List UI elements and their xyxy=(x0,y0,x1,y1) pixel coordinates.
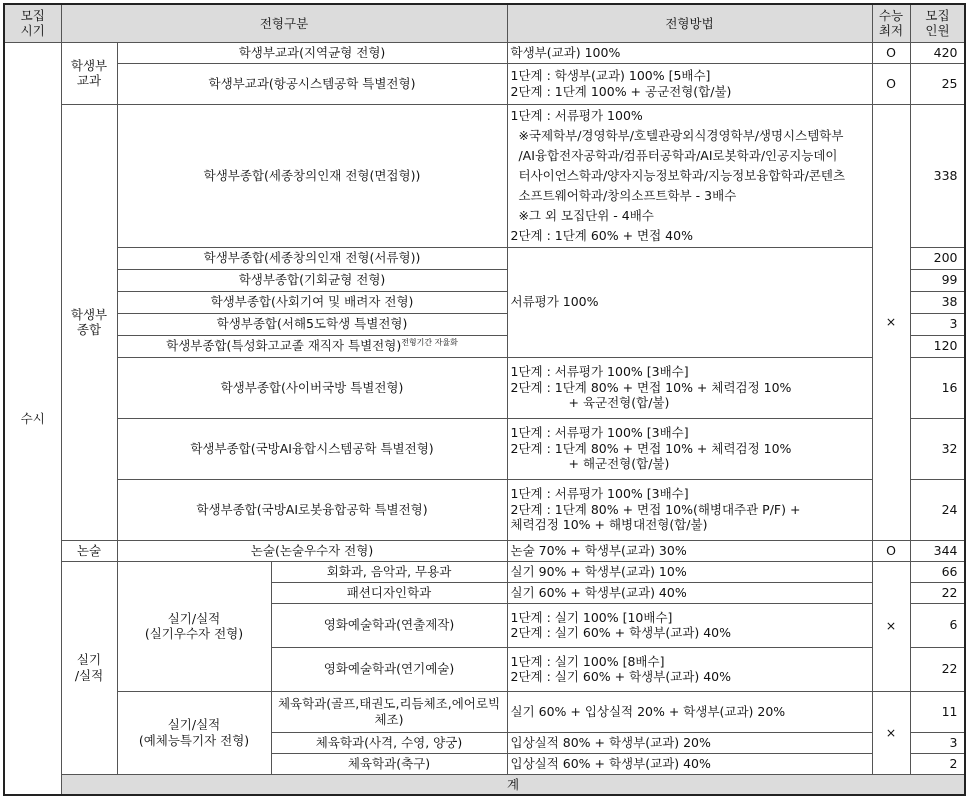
method-cell: 논술 70% + 학생부(교과) 30% xyxy=(507,540,872,561)
quota-cell: 24 xyxy=(910,479,965,540)
type-name: 회화과, 음악과, 무용과 xyxy=(271,561,507,582)
min-score-cell: O xyxy=(872,42,910,63)
min-score-cell: O xyxy=(872,63,910,104)
quota-cell: 32 xyxy=(910,418,965,479)
type-name: 영화예술학과(연출제작) xyxy=(271,603,507,647)
method-cell: 실기 60% + 학생부(교과) 40% xyxy=(507,582,872,603)
period-cell: 수시 xyxy=(4,42,61,795)
type-name: 학생부교과(항공시스템공학 특별전형) xyxy=(117,63,507,104)
table-row xyxy=(4,540,965,561)
group-cell-g4: 실기 /실적 xyxy=(61,561,117,774)
header-quota: 모집 인원 xyxy=(910,4,965,42)
table-row xyxy=(4,418,965,479)
min-score-cell: × xyxy=(872,104,910,540)
type-name: 패션디자인학과 xyxy=(271,582,507,603)
type-name: 학생부교과(지역균형 전형) xyxy=(117,42,507,63)
total-row xyxy=(4,774,965,795)
quota-cell: 6 xyxy=(910,603,965,647)
table-row xyxy=(4,247,965,269)
type-name: 체육학과(골프,태권도,리듬체조,에어로빅체조) xyxy=(271,691,507,732)
subgroup-cell-s2: 실기/실적 (예체능특기자 전형) xyxy=(117,691,271,774)
header-method: 전형방법 xyxy=(507,4,872,42)
quota-cell: 25 xyxy=(910,63,965,104)
admission-table-container xyxy=(3,3,966,796)
method-cell: 서류평가 100% xyxy=(507,247,872,357)
method-cell: 입상실적 60% + 학생부(교과) 40% xyxy=(507,753,872,774)
quota-cell: 2 xyxy=(910,753,965,774)
min-score-cell: × xyxy=(872,561,910,691)
min-score-cell: × xyxy=(872,691,910,774)
method-cell: 1단계 : 서류평가 100% [3배수] 2단계 : 1단계 80% + 면접 10%(해병대주관 P/F) + 체력검정 10% + 해병대전형(합/불) xyxy=(507,479,872,540)
type-name: 논술(논술우수자 전형) xyxy=(117,540,507,561)
quota-cell: 66 xyxy=(910,561,965,582)
min-score-cell: O xyxy=(872,540,910,561)
table-row xyxy=(4,42,965,63)
table-row xyxy=(4,357,965,418)
admission-table xyxy=(3,3,966,796)
type-name: 학생부종합(특성화고교졸 재직자 특별전형)$^{전형기간 자율화}$ xyxy=(117,335,507,357)
type-name: 학생부종합(사이버국방 특별전형) xyxy=(117,357,507,418)
table-row xyxy=(4,63,965,104)
header-row xyxy=(4,4,965,42)
method-cell: 1단계 : 학생부(교과) 100% [5배수] 2단계 : 1단계 100% + 공군전형(합/불) xyxy=(507,63,872,104)
group-cell-g1: 학생부 교과 xyxy=(61,42,117,104)
method-cell: 학생부(교과) 100% xyxy=(507,42,872,63)
table-row xyxy=(4,561,965,582)
type-name: 영화예술학과(연기예술) xyxy=(271,647,507,691)
quota-cell: 120 xyxy=(910,335,965,357)
quota-cell: 3 xyxy=(910,313,965,335)
type-name: 학생부종합(기회균형 전형) xyxy=(117,269,507,291)
total-label: 계 xyxy=(61,774,965,795)
method-cell: 1단계 : 실기 100% [8배수] 2단계 : 실기 60% + 학생부(교과) 40% xyxy=(507,647,872,691)
quota-cell: 420 xyxy=(910,42,965,63)
quota-cell: 344 xyxy=(910,540,965,561)
method-cell: 1단계 : 실기 100% [10배수] 2단계 : 실기 60% + 학생부(교과) 40% xyxy=(507,603,872,647)
type-name: 체육학과(축구) xyxy=(271,753,507,774)
table-row xyxy=(4,104,965,247)
quota-cell: 22 xyxy=(910,582,965,603)
table-row xyxy=(4,479,965,540)
group-cell-g3: 논술 xyxy=(61,540,117,561)
method-cell: 실기 90% + 학생부(교과) 10% xyxy=(507,561,872,582)
type-name: 학생부종합(사회기여 및 배려자 전형) xyxy=(117,291,507,313)
type-name: 학생부종합(세종창의인재 전형(서류형)) xyxy=(117,247,507,269)
subgroup-cell-s1: 실기/실적 (실기우수자 전형) xyxy=(117,561,271,691)
method-cell: 입상실적 80% + 학생부(교과) 20% xyxy=(507,732,872,753)
type-name: 학생부종합(국방AI로봇융합공학 특별전형) xyxy=(117,479,507,540)
quota-cell: 38 xyxy=(910,291,965,313)
header-min-score: 수능 최저 xyxy=(872,4,910,42)
quota-cell: 16 xyxy=(910,357,965,418)
quota-cell: 99 xyxy=(910,269,965,291)
table-row xyxy=(4,691,965,732)
header-period: 모집 시기 xyxy=(4,4,61,42)
group-cell-g2: 학생부 종합 xyxy=(61,104,117,540)
quota-cell: 22 xyxy=(910,647,965,691)
header-category: 전형구분 xyxy=(61,4,507,42)
type-name: 학생부종합(세종창의인재 전형(면접형)) xyxy=(117,104,507,247)
method-cell: 1단계 : 서류평가 100% [3배수] 2단계 : 1단계 80% + 면접 10% + 체력검정 10% + 해군전형(합/불) xyxy=(507,418,872,479)
quota-cell: 3 xyxy=(910,732,965,753)
method-cell: 실기 60% + 입상실적 20% + 학생부(교과) 20% xyxy=(507,691,872,732)
quota-cell: 11 xyxy=(910,691,965,732)
type-name: 학생부종합(서해5도학생 특별전형) xyxy=(117,313,507,335)
type-name: 학생부종합(국방AI융합시스템공학 특별전형) xyxy=(117,418,507,479)
quota-cell: 338 xyxy=(910,104,965,247)
method-cell: 1단계 : 서류평가 100% ※국제학부/경영학부/호텔관광외식경영학부/생명시스템학부 /AI융합전자공학과/컴퓨터공학과/AI로봇학과/인공지능데이 터사이언스학과/양자지능정보학과/지능정보융합학과/콘텐츠 소프트웨어학과/창의소프트학부 - 3배수 ※그 외 모집단위 - 4배수 2단계 : 1단계 60% + 면접 40% xyxy=(507,104,872,247)
method-cell: 1단계 : 서류평가 100% [3배수] 2단계 : 1단계 80% + 면접 10% + 체력검정 10% + 육군전형(합/불) xyxy=(507,357,872,418)
type-name: 체육학과(사격, 수영, 양궁) xyxy=(271,732,507,753)
type-name-note: 전형기간 자율화 xyxy=(401,338,458,348)
quota-cell: 200 xyxy=(910,247,965,269)
